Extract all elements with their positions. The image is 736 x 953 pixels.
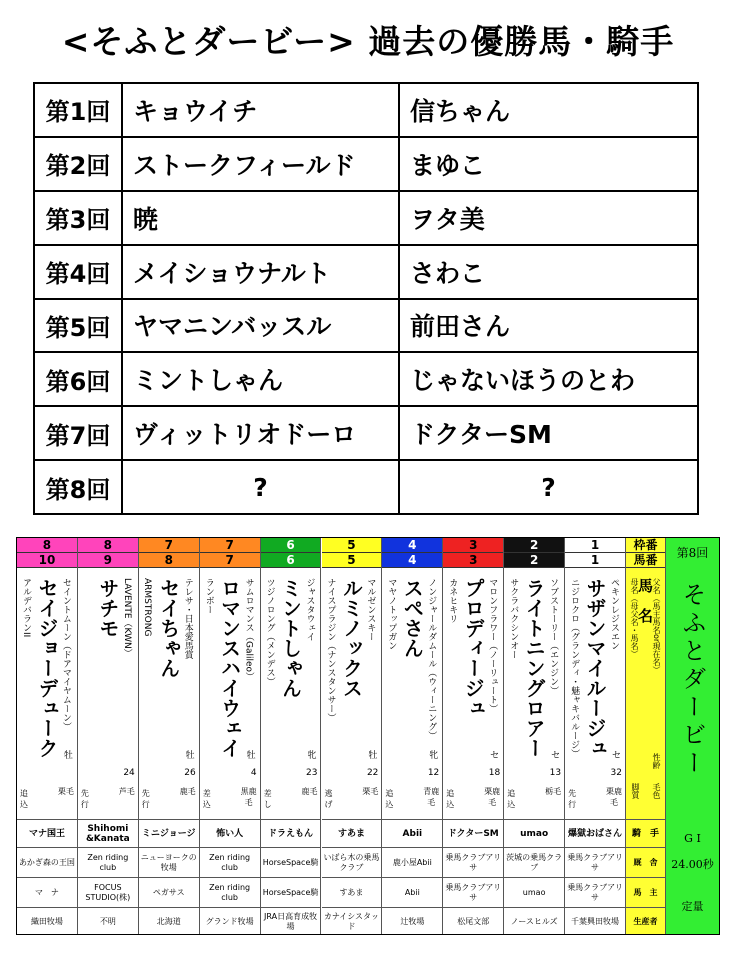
legend-name: 馬 名 bbox=[636, 578, 654, 623]
trainer-name: Zen riding club bbox=[200, 847, 260, 877]
horse-weight: 22 bbox=[366, 768, 379, 778]
horse-weight: 32 bbox=[610, 768, 622, 778]
dam-name: ニジロクロ（グランディ・魅ャキバルージ） bbox=[569, 578, 580, 758]
legend-uma: 馬番 bbox=[626, 553, 665, 568]
race-card bbox=[16, 537, 720, 935]
past-winners-table bbox=[33, 82, 699, 515]
entry-column bbox=[78, 538, 139, 935]
winner-round: 第7回 bbox=[34, 406, 122, 460]
jockey-name: 怖い人 bbox=[200, 819, 260, 847]
sire-name: ペキンレジスエン bbox=[608, 578, 619, 650]
horse-weight: 4 bbox=[250, 768, 257, 778]
horse-number: 9 bbox=[78, 553, 138, 568]
winner-row bbox=[34, 460, 698, 514]
breeder-name: 織田牧場 bbox=[17, 907, 77, 935]
legend-sex: 性齢 bbox=[652, 753, 661, 769]
winner-jockey: さわこ bbox=[399, 245, 698, 299]
race-info-panel bbox=[666, 538, 719, 934]
horse-sex: 牡 bbox=[368, 751, 378, 761]
winner-jockey: ドクターSM bbox=[399, 406, 698, 460]
owner-name: 乗馬クラブアリサ bbox=[443, 877, 503, 907]
horse-color: 青鹿毛 bbox=[423, 787, 440, 807]
horse-sex: セ bbox=[490, 751, 500, 761]
breeder-name: 辻牧場 bbox=[382, 907, 442, 935]
horse-sex: 牡 bbox=[63, 751, 73, 761]
horse-number: 7 bbox=[200, 553, 260, 568]
horse-sex: セ bbox=[551, 751, 561, 761]
horse-number: 3 bbox=[443, 553, 503, 568]
breeder-name: JRA日高育成牧場 bbox=[261, 907, 321, 935]
owner-name: umao bbox=[504, 877, 564, 907]
horse-name: ミントしゃん bbox=[278, 578, 303, 698]
winner-horse: ストークフィールド bbox=[122, 137, 399, 191]
trainer-name: いばら木の乗馬クラブ bbox=[322, 847, 382, 877]
horse-name: プロディージュ bbox=[461, 578, 486, 718]
jockey-name: umao bbox=[504, 819, 564, 847]
winner-row bbox=[34, 352, 698, 406]
legend-sire: 父名（馬主馬名or現在名） bbox=[652, 578, 661, 675]
breeder-name: 北海道 bbox=[139, 907, 199, 935]
jockey-name: すあま bbox=[322, 819, 382, 847]
waku-number: 7 bbox=[200, 538, 260, 553]
dam-name: ARMSTRONG bbox=[141, 578, 152, 637]
horse-color: 黒鹿毛 bbox=[240, 787, 257, 807]
running-style: 差込 bbox=[202, 789, 211, 809]
running-style: 追込 bbox=[446, 789, 455, 809]
breeder-name: ノースヒルズ bbox=[504, 907, 564, 935]
winner-jockey: 前田さん bbox=[399, 299, 698, 353]
winner-row bbox=[34, 83, 698, 137]
winner-horse: ヴィットリオドーロ bbox=[122, 406, 399, 460]
trainer-name: 乗馬クラブアリサ bbox=[565, 847, 625, 877]
winner-row bbox=[34, 406, 698, 460]
sire-name: マロンフラワー（ノーリュート） bbox=[487, 578, 498, 713]
entry-column bbox=[504, 538, 565, 935]
entry-column bbox=[17, 538, 78, 935]
horse-color: 栗毛 bbox=[57, 787, 74, 796]
running-style: 追込 bbox=[507, 789, 516, 809]
horse-number: 2 bbox=[504, 553, 564, 568]
waku-number: 3 bbox=[443, 538, 503, 553]
horse-name: ライトニングロアー bbox=[522, 578, 547, 758]
horse-sex: セ bbox=[611, 751, 621, 761]
trainer-name: HorseSpace騎 bbox=[261, 847, 321, 877]
waku-number: 1 bbox=[565, 538, 625, 553]
horse-number: 5 bbox=[322, 553, 382, 568]
running-style: 逃げ bbox=[324, 789, 333, 809]
legend-breeder: 生産者 bbox=[626, 907, 665, 935]
horse-name: サザンマイルージュ bbox=[583, 578, 608, 758]
horse-color: 芦毛 bbox=[118, 787, 135, 796]
jockey-name: Shihomi &Kanata bbox=[78, 819, 138, 847]
waku-number: 8 bbox=[78, 538, 138, 553]
race-number: 第8回 bbox=[676, 546, 709, 560]
horse-number: 4 bbox=[382, 553, 442, 568]
legend-jockey: 騎 手 bbox=[626, 819, 665, 847]
legend-owner: 馬 主 bbox=[626, 877, 665, 907]
jockey-name: ドクターSM bbox=[443, 819, 503, 847]
winner-row bbox=[34, 299, 698, 353]
breeder-name: 不明 bbox=[78, 907, 138, 935]
trainer-name: Zen riding club bbox=[78, 847, 138, 877]
owner-name: すあま bbox=[322, 877, 382, 907]
waku-number: 7 bbox=[139, 538, 199, 553]
owner-name: Abii bbox=[382, 877, 442, 907]
horse-weight: 12 bbox=[427, 768, 440, 778]
trainer-name: 茨城の乗馬クラブ bbox=[504, 847, 564, 877]
horse-name: セイちゃん bbox=[156, 578, 181, 678]
running-style: 差し bbox=[263, 789, 272, 809]
winner-round: 第4回 bbox=[34, 245, 122, 299]
horse-name: ロマンスハイウェイ bbox=[217, 578, 242, 758]
legend-dam: 母名（母父名・馬名） bbox=[630, 578, 639, 658]
owner-name: 乗馬クラブアリサ bbox=[565, 877, 625, 907]
trainer-name: 乗馬クラブアリサ bbox=[443, 847, 503, 877]
breeder-name: グランド牧場 bbox=[200, 907, 260, 935]
owner-name: マ ナ bbox=[17, 877, 77, 907]
winner-horse: 暁 bbox=[122, 191, 399, 245]
dam-name: ツジノロング（メンデス） bbox=[264, 578, 275, 686]
legend-waku: 枠番 bbox=[626, 538, 665, 553]
jockey-name: 爆獄おばさん bbox=[565, 819, 625, 847]
breeder-name: 松尾文部 bbox=[443, 907, 503, 935]
winner-horse: ヤマニンバッスル bbox=[122, 299, 399, 353]
entry-column bbox=[261, 538, 322, 935]
breeder-name: カナイシスタッド bbox=[322, 907, 382, 935]
horse-color: 栗鹿毛 bbox=[484, 787, 501, 807]
waku-number: 5 bbox=[322, 538, 382, 553]
owner-name: HorseSpace騎 bbox=[261, 877, 321, 907]
winner-jockey: 信ちゃん bbox=[399, 83, 698, 137]
owner-name: Zen riding club bbox=[200, 877, 260, 907]
horse-number: 1 bbox=[565, 553, 625, 568]
horse-weight: 24 bbox=[123, 768, 135, 778]
race-limit: 定量 bbox=[681, 900, 704, 913]
dam-name: カネヒキリ bbox=[447, 578, 458, 623]
dam-name: サクラバクシンオー bbox=[508, 578, 519, 659]
sire-name: ジャスタウェイ bbox=[304, 578, 315, 641]
winner-round: 第5回 bbox=[34, 299, 122, 353]
entry-column bbox=[382, 538, 443, 935]
dam-name: アルデバランII bbox=[21, 578, 31, 638]
legend-color: 毛色 bbox=[652, 783, 661, 799]
entry-column bbox=[443, 538, 504, 935]
winner-horse: メイショウナルト bbox=[122, 245, 399, 299]
winner-round: 第6回 bbox=[34, 352, 122, 406]
race-grade: G I bbox=[684, 832, 701, 845]
horse-weight: 18 bbox=[488, 768, 501, 778]
waku-number: 4 bbox=[382, 538, 442, 553]
running-style: 先行 bbox=[568, 789, 577, 809]
jockey-name: Abii bbox=[382, 819, 442, 847]
horse-number: 8 bbox=[139, 553, 199, 568]
waku-number: 6 bbox=[261, 538, 321, 553]
dam-name: マヤノトップガン bbox=[386, 578, 397, 650]
winner-row bbox=[34, 245, 698, 299]
horse-weight: 26 bbox=[184, 768, 196, 778]
winner-jockey: じゃないほうのとわ bbox=[399, 352, 698, 406]
jockey-name: ミニジョージ bbox=[139, 819, 199, 847]
running-style: 追込 bbox=[385, 789, 394, 809]
horse-sex: 牝 bbox=[429, 751, 439, 761]
entry-column bbox=[200, 538, 261, 935]
winner-round: 第3回 bbox=[34, 191, 122, 245]
sire-name: ソブストーリー（エンジン） bbox=[548, 578, 559, 695]
horse-name: セイジョーデューク bbox=[34, 578, 59, 758]
entry-column bbox=[139, 538, 200, 935]
owner-name: ペガサス bbox=[139, 877, 199, 907]
waku-number: 2 bbox=[504, 538, 564, 553]
page-title: <そふとダービー> 過去の優勝馬・騎手 bbox=[61, 22, 675, 61]
running-style: 先行 bbox=[141, 789, 150, 809]
dam-name: ランボー bbox=[203, 578, 214, 614]
owner-name: FOCUS STUDIO(株) bbox=[78, 877, 138, 907]
winner-round: 第1回 bbox=[34, 83, 122, 137]
horse-color: 鹿毛 bbox=[301, 787, 318, 796]
entry-column bbox=[565, 538, 626, 935]
horse-weight: 23 bbox=[306, 768, 318, 778]
running-style: 追込 bbox=[20, 789, 28, 809]
horse-number: 10 bbox=[17, 553, 77, 568]
horse-color: 栃毛 bbox=[545, 787, 562, 796]
winner-jockey: ? bbox=[399, 460, 698, 514]
legend-trainer: 厩 舎 bbox=[626, 847, 665, 877]
race-name: そふとダービー bbox=[678, 582, 706, 778]
sire-name: ノンジャールダムール（ウィーニング） bbox=[426, 578, 437, 740]
running-style: 先行 bbox=[80, 789, 89, 809]
horse-sex: 牝 bbox=[307, 751, 317, 761]
sire-name: マルゼンスキー bbox=[365, 578, 376, 641]
winner-row bbox=[34, 137, 698, 191]
horse-name: ルミノックス bbox=[339, 578, 364, 698]
breeder-name: 千葉興田牧場 bbox=[565, 907, 625, 935]
race-time: 24.00秒 bbox=[671, 858, 714, 871]
entry-column bbox=[322, 538, 383, 935]
jockey-name: マナ国王 bbox=[17, 819, 77, 847]
dam-name: ナイスプラジン（ナンスタンサー） bbox=[325, 578, 336, 722]
horse-sex: 牡 bbox=[246, 751, 256, 761]
sire-name: サムロマンス（Galileo） bbox=[243, 578, 254, 682]
winner-round: 第8回 bbox=[34, 460, 122, 514]
winner-horse: ? bbox=[122, 460, 399, 514]
horse-color: 栗毛 bbox=[362, 787, 379, 796]
winner-horse: ミントしゃん bbox=[122, 352, 399, 406]
horse-weight: 13 bbox=[549, 768, 562, 778]
sire-name: テレサ・日本愛馬賞 bbox=[182, 578, 193, 659]
winner-jockey: まゆこ bbox=[399, 137, 698, 191]
trainer-name: ニューヨークの牧場 bbox=[139, 847, 199, 877]
winner-row bbox=[34, 191, 698, 245]
legend-column bbox=[626, 538, 666, 935]
trainer-name: あかぎ森の王国 bbox=[17, 847, 77, 877]
horse-color: 鹿毛 bbox=[179, 787, 196, 796]
sire-name: セイントムーン（ドアマイヤムーン） bbox=[60, 578, 71, 731]
horse-color: 栗鹿毛 bbox=[605, 787, 622, 807]
sire-name: LAVENTE（KWN） bbox=[121, 578, 132, 658]
winner-round: 第2回 bbox=[34, 137, 122, 191]
horse-number: 6 bbox=[261, 553, 321, 568]
horse-name: サチモ bbox=[95, 578, 120, 638]
winner-jockey: ヲタ美 bbox=[399, 191, 698, 245]
legend-style: 脚質 bbox=[631, 783, 640, 799]
trainer-name: 鹿小屋Abii bbox=[382, 847, 442, 877]
jockey-name: ドラえもん bbox=[261, 819, 321, 847]
horse-sex: 牡 bbox=[185, 751, 195, 761]
winner-horse: キョウイチ bbox=[122, 83, 399, 137]
horse-name: スぺさん bbox=[400, 578, 425, 658]
waku-number: 8 bbox=[17, 538, 77, 553]
